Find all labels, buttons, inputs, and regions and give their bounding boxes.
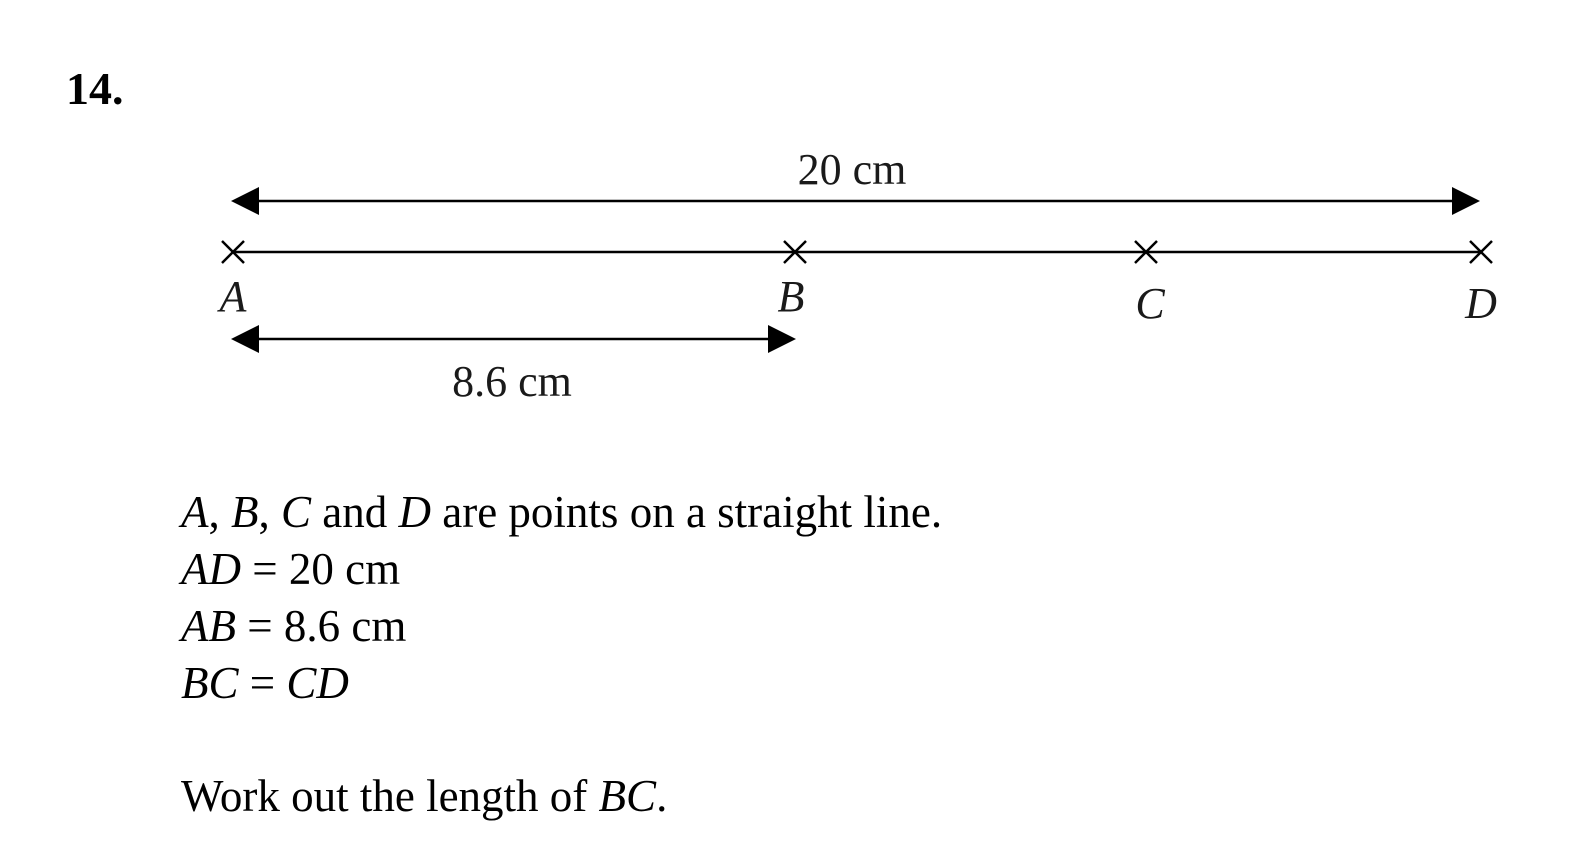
question-number: 14. xyxy=(66,63,124,114)
ab-dimension-arrow xyxy=(231,325,796,353)
separator: , xyxy=(208,487,231,537)
var-c: C xyxy=(281,487,312,537)
ab-length-label: 8.6 cm xyxy=(452,357,572,406)
point-a-label: A xyxy=(219,272,247,321)
separator: , xyxy=(258,487,281,537)
statement-points-collinear xyxy=(181,484,942,541)
point-b-label: B xyxy=(777,272,805,321)
statement-rest: are points on a straight line. xyxy=(431,487,943,537)
task-prompt xyxy=(181,768,942,825)
statement-ad-length xyxy=(181,541,942,598)
var-cd: CD xyxy=(286,658,349,708)
ab-value: = 8.6 cm xyxy=(235,601,407,651)
var-bc: BC xyxy=(598,771,657,821)
var-a: A xyxy=(181,487,209,537)
word-and: and xyxy=(311,487,399,537)
statement-bc-equals-cd xyxy=(181,655,942,712)
equals-sign: = xyxy=(238,658,287,708)
var-ad: AD xyxy=(181,544,241,594)
ad-value: = 20 cm xyxy=(241,544,401,594)
var-ab: AB xyxy=(181,601,236,651)
statement-ab-length xyxy=(181,598,942,655)
prompt-period: . xyxy=(656,771,668,821)
var-d: D xyxy=(398,487,431,537)
question-text xyxy=(181,484,942,825)
prompt-text: Work out the length of xyxy=(181,771,599,821)
point-c-label: C xyxy=(1135,279,1165,328)
var-bc: BC xyxy=(181,658,239,708)
var-b: B xyxy=(231,487,259,537)
ad-length-label: 20 cm xyxy=(797,145,907,194)
point-d-label: D xyxy=(1465,279,1497,328)
